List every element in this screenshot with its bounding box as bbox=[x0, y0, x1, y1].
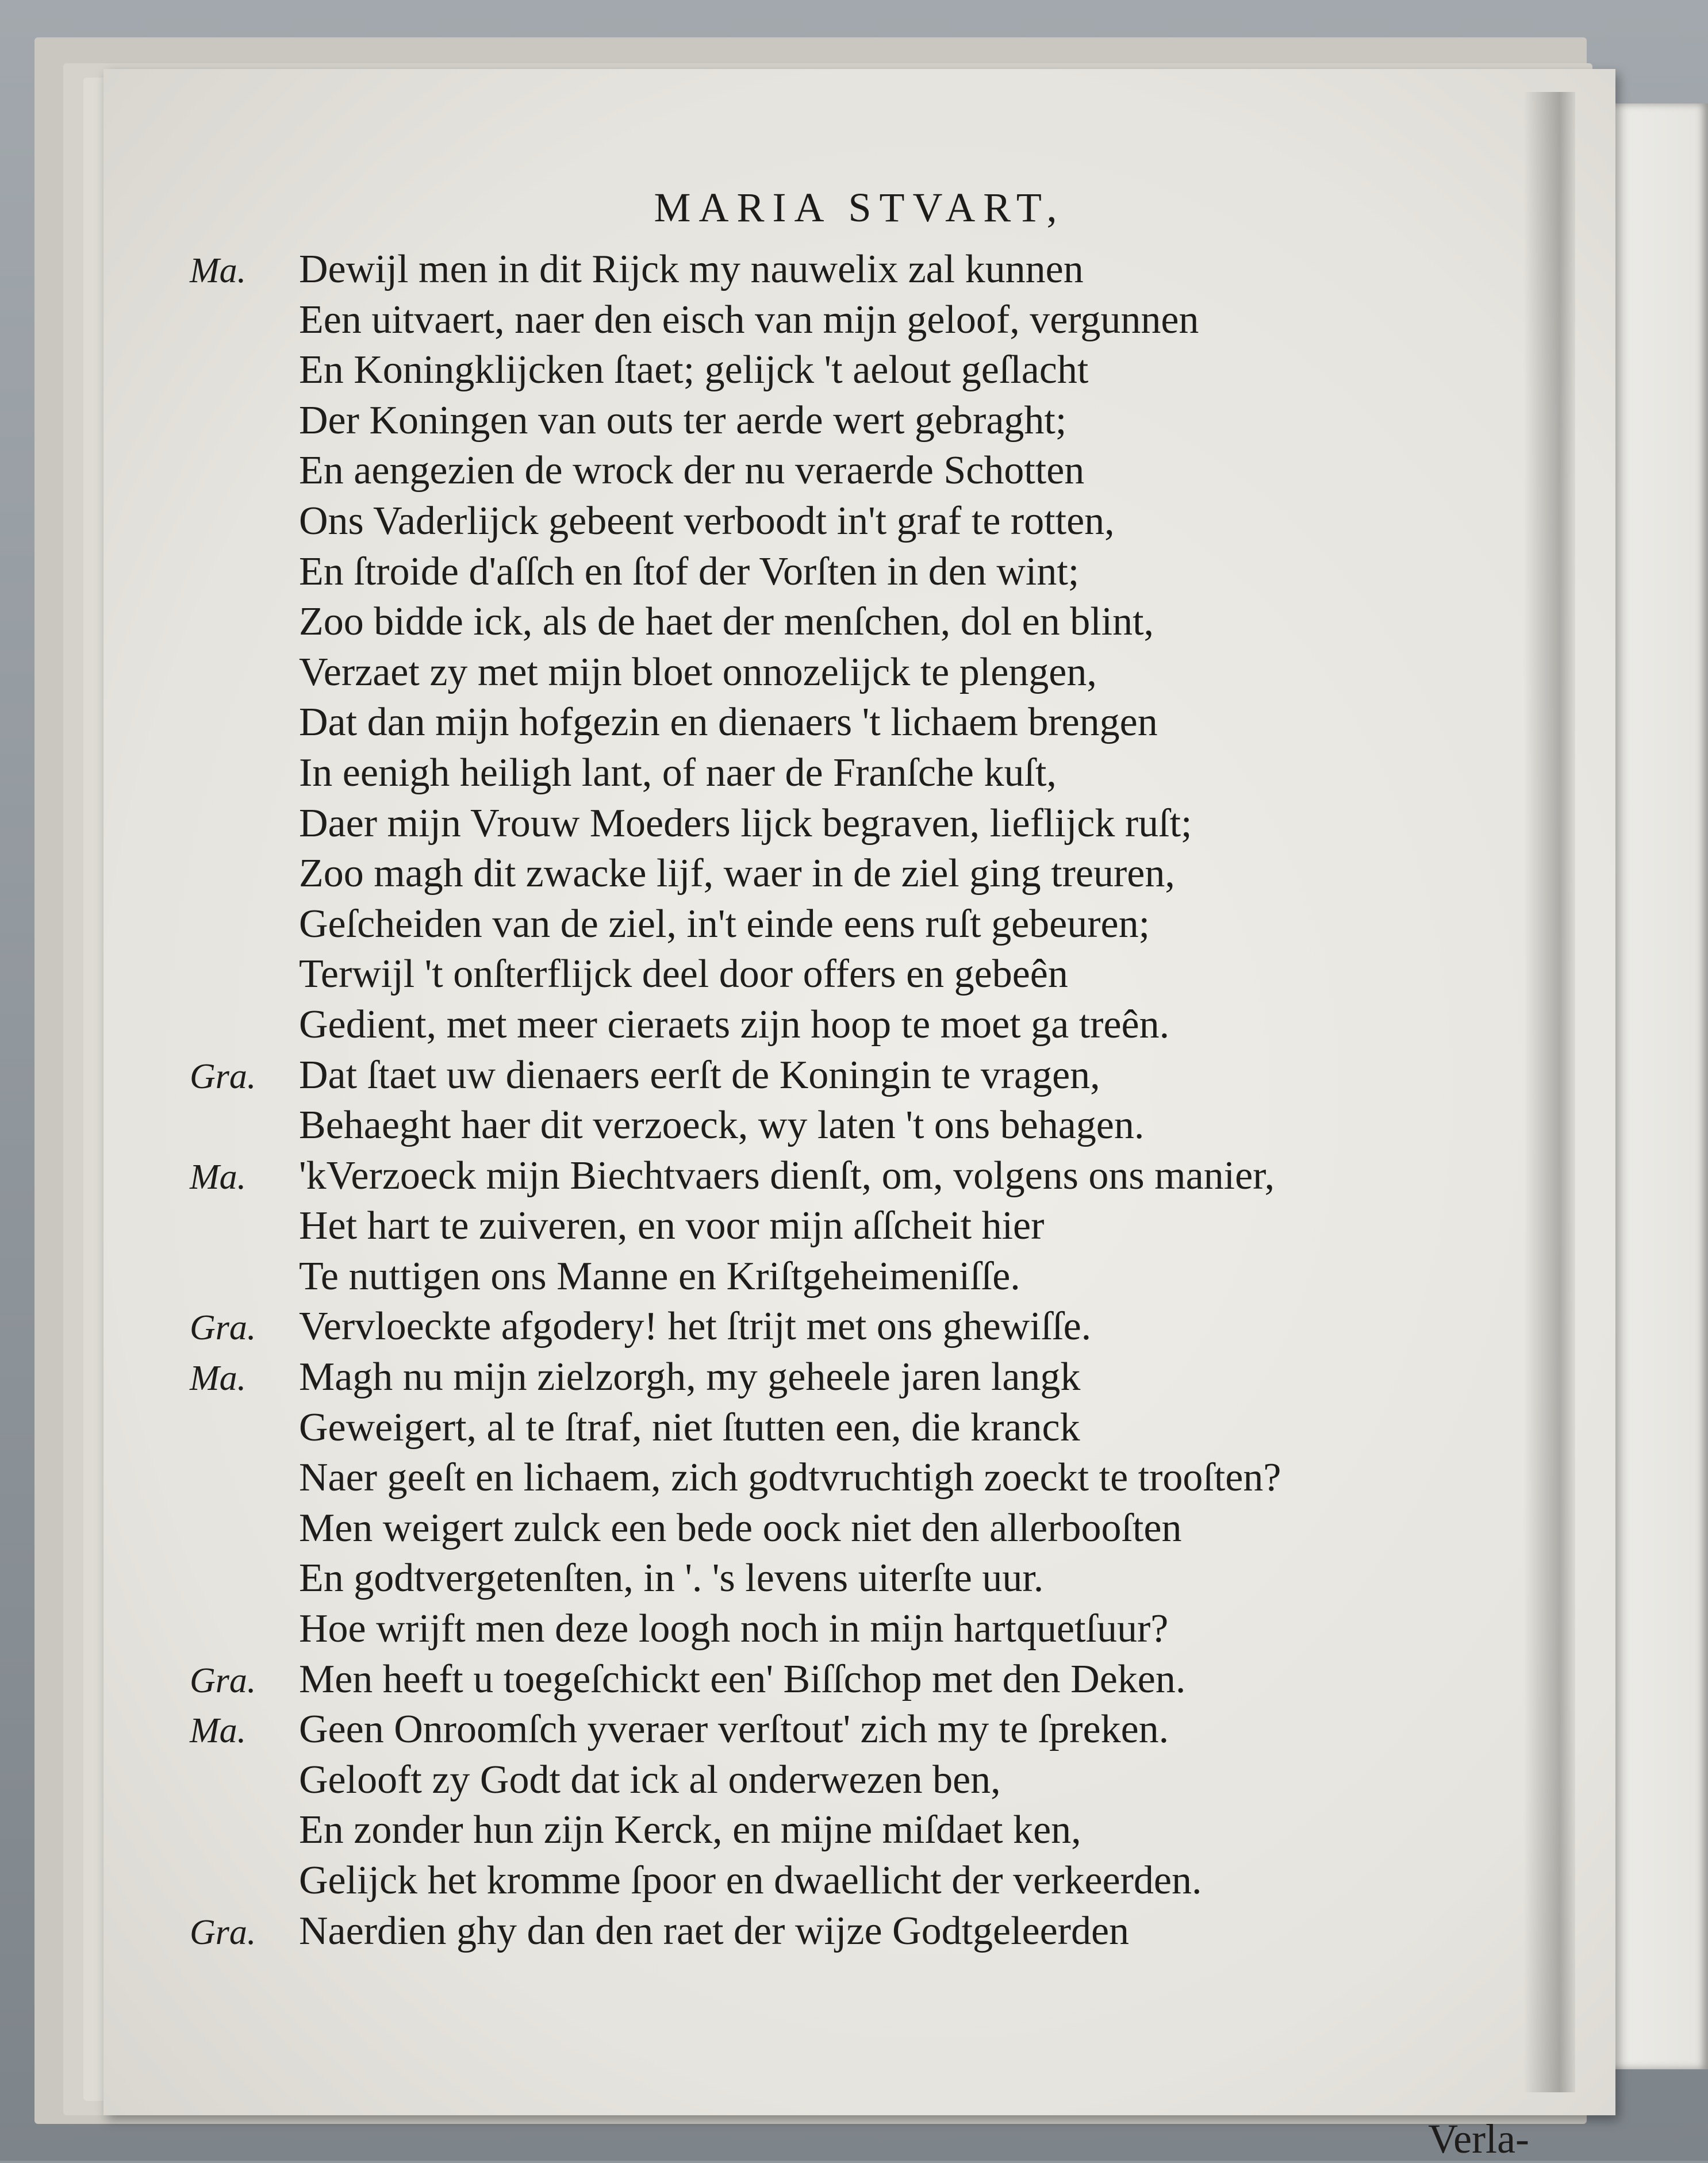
verse-line bbox=[190, 496, 1604, 547]
speaker-label: Gra. bbox=[190, 1056, 256, 1096]
spine-shadow bbox=[1523, 92, 1575, 2092]
speaker-label: Ma. bbox=[190, 1711, 247, 1751]
verse-block bbox=[190, 244, 1604, 1956]
verse-line bbox=[190, 1151, 1604, 1201]
verse-text: Daer mijn Vrouw Moeders lijck begraven, lieflijck ruſt; bbox=[299, 801, 1192, 846]
verse-line bbox=[190, 1301, 1604, 1352]
catchword: Verla- bbox=[1428, 2116, 1529, 2162]
speaker-label: Gra. bbox=[190, 1661, 256, 1700]
verse-line bbox=[190, 848, 1604, 899]
speaker-label: Gra. bbox=[190, 1912, 256, 1952]
verse-text: Een uitvaert, naer den eisch van mijn geloof, vergunnen bbox=[299, 297, 1199, 342]
verse-line bbox=[190, 1453, 1604, 1503]
verse-line bbox=[190, 1604, 1604, 1654]
verse-text: Terwijl 't onſterflijck deel door offers en gebeên bbox=[299, 952, 1068, 997]
verse-line bbox=[190, 1855, 1604, 1906]
verse-text: Dat dan mijn hofgezin en dienaers 't lichaem brengen bbox=[299, 700, 1158, 745]
speaker-label: Ma. bbox=[190, 251, 247, 290]
running-head: MARIA STVART, bbox=[654, 185, 1065, 230]
speaker-label: Ma. bbox=[190, 1359, 247, 1399]
verse-text: Naer geeſt en lichaem, zich godtvruchtigh zoeckt te trooſten? bbox=[299, 1455, 1281, 1500]
verse-line bbox=[190, 1100, 1604, 1151]
verse-text: 'kVerzoeck mijn Biechtvaers dienſt, om, volgens ons manier, bbox=[299, 1153, 1275, 1198]
verse-text: Het hart te zuiveren, en voor mijn aſſcheit hier bbox=[299, 1204, 1045, 1248]
verse-line bbox=[190, 445, 1604, 496]
verse-text: Te nuttigen ons Manne en Kriſtgeheimeniſſe. bbox=[299, 1254, 1020, 1298]
verse-line bbox=[190, 748, 1604, 798]
verse-text: Ons Vaderlijck gebeent verboodt in't graf te rotten, bbox=[299, 498, 1115, 543]
verse-text: Hoe wrijft men deze loogh noch in mijn hartquetſuur? bbox=[299, 1607, 1169, 1651]
verse-line bbox=[190, 1403, 1604, 1453]
verse-line bbox=[190, 597, 1604, 647]
verse-line bbox=[190, 1553, 1604, 1604]
verse-text: Verzaet zy met mijn bloet onnozelijck te plengen, bbox=[299, 650, 1097, 694]
speaker-label: Ma. bbox=[190, 1157, 247, 1197]
verse-text: Gelijck het kromme ſpoor en dwaellicht der verkeerden. bbox=[299, 1858, 1202, 1903]
verse-line bbox=[190, 1352, 1604, 1403]
verse-text: Zoo magh dit zwacke lijf, waer in de ziel ging treuren, bbox=[299, 851, 1175, 896]
verse-text: Geen Onroomſch yveraer verſtout' zich my te ſpreken. bbox=[299, 1707, 1169, 1752]
verse-text: En aengezien de wrock der nu veraerde Schotten bbox=[299, 448, 1085, 493]
verse-line bbox=[190, 949, 1604, 1000]
verse-text: En godtvergetenſten, in '. 's levens uiterſte uur. bbox=[299, 1556, 1044, 1601]
verse-line bbox=[190, 244, 1604, 295]
verse-text: En ſtroide d'aſſch en ſtof der Vorſten in den wint; bbox=[299, 549, 1080, 594]
verse-text: Magh nu mijn zielzorgh, my geheele jaren langk bbox=[299, 1355, 1081, 1400]
verse-line bbox=[190, 1805, 1604, 1855]
verse-line bbox=[190, 1704, 1604, 1755]
verse-text: In eenigh heiligh lant, of naer de Franſche kuſt, bbox=[299, 750, 1057, 795]
verse-text: Geweigert, al te ſtraf, niet ſtutten een, die kranck bbox=[299, 1405, 1080, 1450]
verse-line bbox=[190, 1906, 1604, 1957]
verse-line bbox=[190, 899, 1604, 950]
speaker-label: Gra. bbox=[190, 1308, 256, 1348]
verse-text: Naerdien ghy dan den raet der wijze Godtgeleerden bbox=[299, 1908, 1130, 1953]
verse-line bbox=[190, 1654, 1604, 1705]
verse-text: En zonder hun zijn Kerck, en mijne miſdaet ken, bbox=[299, 1808, 1081, 1853]
book-page bbox=[103, 69, 1615, 2162]
verse-line bbox=[190, 295, 1604, 345]
verse-text: Men heeft u toegeſchickt een' Biſſchop met den Deken. bbox=[299, 1657, 1186, 1701]
verse-text: Zoo bidde ick, als de haet der menſchen, dol en blint, bbox=[299, 600, 1154, 644]
verse-line bbox=[190, 1050, 1604, 1101]
verse-line bbox=[190, 547, 1604, 597]
verse-line bbox=[190, 1503, 1604, 1554]
verse-text: En Koningklijcken ſtaet; gelijck 't aelout geſlacht bbox=[299, 348, 1089, 393]
verse-text: Men weigert zulck een bede oock niet den allerbooſten bbox=[299, 1505, 1182, 1550]
verse-text: Vervloeckte afgodery! het ſtrijt met ons ghewiſſe. bbox=[299, 1304, 1092, 1349]
verse-line bbox=[190, 697, 1604, 748]
verse-line bbox=[190, 1201, 1604, 1251]
verse-line bbox=[190, 798, 1604, 849]
verse-text: Gelooft zy Godt dat ick al onderwezen ben, bbox=[299, 1757, 1001, 1802]
verse-line bbox=[190, 1251, 1604, 1302]
verse-text: Dewijl men in dit Rijck my nauwelix zal kunnen bbox=[299, 247, 1084, 291]
verse-text: Gedient, met meer cieraets zijn hoop te moet ga treên. bbox=[299, 1002, 1170, 1047]
verse-text: Behaeght haer dit verzoeck, wy laten 't ons behagen. bbox=[299, 1103, 1145, 1148]
verse-line bbox=[190, 395, 1604, 446]
verse-line bbox=[190, 1000, 1604, 1050]
verse-text: Dat ſtaet uw dienaers eerſt de Koningin te vragen, bbox=[299, 1052, 1100, 1097]
verse-text: Der Koningen van outs ter aerde wert gebraght; bbox=[299, 398, 1067, 443]
verse-line bbox=[190, 647, 1604, 698]
verse-line bbox=[190, 345, 1604, 395]
verse-text: Geſcheiden van de ziel, in't einde eens ruſt gebeuren; bbox=[299, 901, 1150, 946]
verse-line bbox=[190, 1755, 1604, 1805]
